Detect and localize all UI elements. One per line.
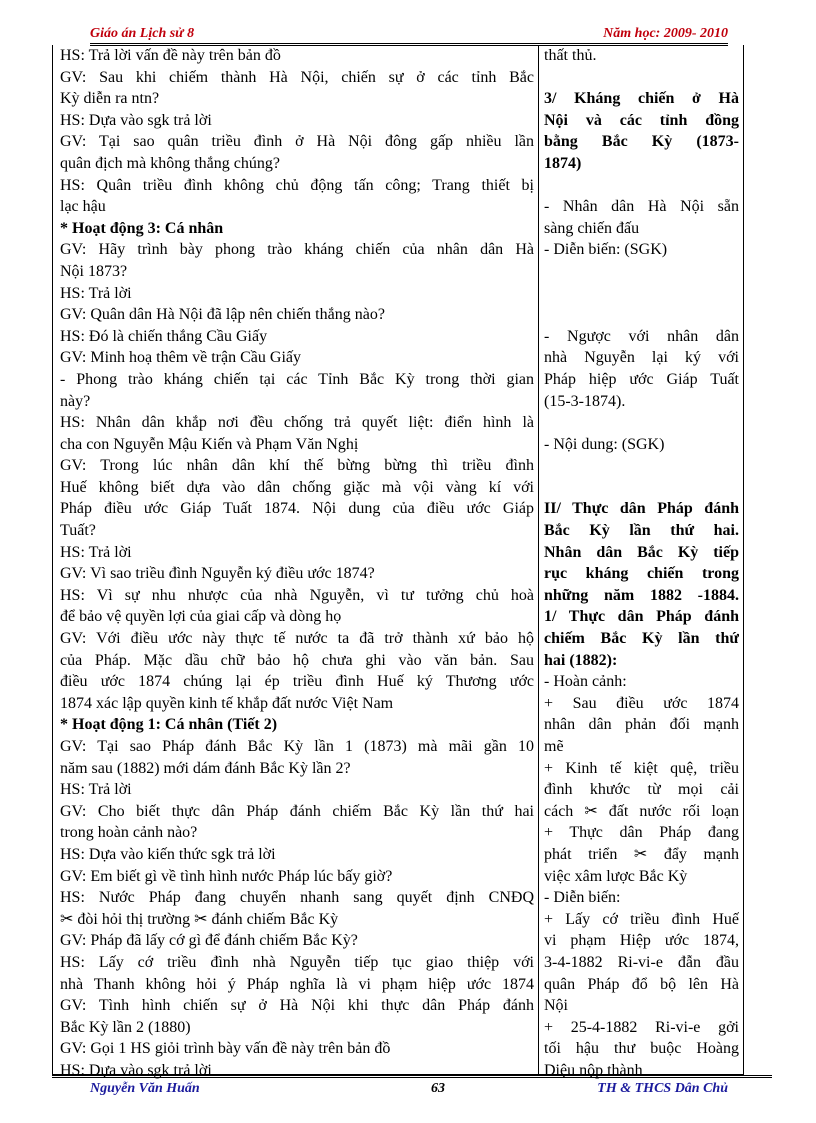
- activity-line: cha con Nguyễn Mậu Kiến và Phạm Văn Nghị: [60, 435, 359, 453]
- content-line: nhân dân phản đối mạnh: [544, 716, 739, 734]
- header-right: Năm học: 2009- 2010: [603, 26, 728, 41]
- activity-line: GV: Cho biết thực dân Pháp đánh chiếm Bắc Kỳ lần thứ hai: [60, 802, 534, 820]
- content-line: sàng chiến đấu: [544, 219, 640, 237]
- activity-line: HS: Nhân dân khắp nơi đều chống trả quyết liệt: điển hình là: [60, 414, 534, 432]
- activity-line: HS: Lấy cớ triều đình nhà Nguyễn tiếp tục giao thiệp với: [60, 953, 534, 971]
- content-line: Nội và các tỉnh đồng: [544, 111, 739, 129]
- activity-line: Huế không biết dựa vào dân chống giặc mà vội vàng kí với: [60, 478, 534, 496]
- content-line: thất thủ.: [544, 47, 597, 64]
- activity-line: HS: Trả lời: [60, 284, 132, 302]
- activity-line: Tuất?: [60, 522, 96, 540]
- content-line: phát triển ✂ đẩy mạnh: [544, 845, 739, 863]
- activity-line: HS: Dựa vào kiến thức sgk trả lời: [60, 845, 276, 863]
- footer-rule: [52, 1075, 772, 1078]
- activity-line: Nội 1873?: [60, 262, 128, 280]
- activity-line: Pháp điều ước Giáp Tuất 1874. Nội dung của điều ước Giáp: [60, 500, 534, 518]
- content-line: 1874): [544, 154, 582, 172]
- content-line: 3/ Kháng chiến ở Hà: [544, 90, 739, 108]
- content-line: + Thực dân Pháp đang: [544, 824, 739, 842]
- activity-line: Kỳ diễn ra ntn?: [60, 90, 160, 108]
- activity-line: HS: Trả lời: [60, 543, 132, 561]
- activity-line: GV: Sau khi chiếm thành Hà Nội, chiến sự ở các tỉnh Bắc: [60, 68, 534, 86]
- content-line: đình khước từ mọi cải: [544, 781, 739, 799]
- activity-line: năm sau (1882) mới dám đánh Bắc Kỳ lần 2?: [60, 759, 351, 777]
- footer-school: TH & THCS Dân Chủ: [597, 1081, 728, 1096]
- content-line: chiếm Bắc Kỳ lần thứ: [544, 630, 739, 648]
- activity-line: GV: Tại sao quân triều đình ở Hà Nội đông gấp nhiều lần: [60, 133, 534, 151]
- content-line: - Nhân dân Hà Nội sẵn: [544, 198, 739, 216]
- header-left: Giáo án Lịch sử 8: [90, 26, 195, 41]
- activity-line: - Phong trào kháng chiến tại các Tỉnh Bắc Kỳ trong thời gian: [60, 370, 534, 388]
- content-line: bằng Bắc Kỳ (1873-: [544, 133, 739, 151]
- content-line: việc xâm lược Bắc Kỳ: [544, 867, 688, 885]
- content-line: 3-4-1882 Ri-vi-e đẫn đầu: [544, 953, 739, 971]
- lesson-table: [52, 45, 744, 1079]
- content-line: cách ✂ đất nước rối loạn: [544, 802, 739, 820]
- activity-line: * Hoạt động 3: Cá nhân: [60, 219, 224, 237]
- page-header: [90, 26, 728, 46]
- content-line: - Nội dung: (SGK): [544, 435, 665, 453]
- content-line: Diệu nộp thành: [544, 1061, 643, 1079]
- page-number: 63: [431, 1081, 445, 1096]
- content-line: [544, 175, 739, 197]
- activity-line: * Hoạt động 1: Cá nhân (Tiết 2): [60, 716, 278, 734]
- content-line: nhà Nguyễn lại ký với: [544, 349, 739, 367]
- content-line: 1/ Thực dân Pháp đánh: [544, 608, 739, 626]
- activity-line: GV: Gọi 1 HS giỏi trình bày vấn đề này trên bản đồ: [60, 1040, 391, 1058]
- activity-line: Bắc Kỳ lần 2 (1880): [60, 1018, 191, 1036]
- activity-line: điều ước 1874 chúng lại ép triều đình Huế ký Thương ước: [60, 673, 534, 691]
- teacher-student-activities-column: [60, 45, 534, 1082]
- content-line: + 25-4-1882 Ri-vi-e gởi: [544, 1018, 739, 1036]
- content-line: [544, 283, 739, 305]
- content-line: - Diễn biến: (SGK): [544, 241, 668, 259]
- content-line: - Hoàn cảnh:: [544, 673, 627, 691]
- content-line: rục kháng chiến trong: [544, 565, 739, 583]
- activity-line: GV: Tại sao Pháp đánh Bắc Kỳ lần 1 (1873) mà mãi gần 10: [60, 738, 534, 755]
- content-line: [544, 304, 739, 326]
- activity-line: HS: Trả lời: [60, 781, 132, 799]
- activity-line: lạc hậu: [60, 198, 106, 216]
- activity-line: này?: [60, 392, 91, 410]
- activity-line: GV: Vì sao triều đình Nguyễn ký điều ước 1874?: [60, 565, 375, 583]
- content-line: quân Pháp đổ bộ lên Hà: [544, 975, 739, 993]
- content-line: vi phạm Hiệp ước 1874,: [544, 932, 739, 950]
- activity-line: GV: Với điều ước này thực tế nước ta đã trở thành xứ bảo hộ: [60, 630, 534, 648]
- content-line: Nội: [544, 997, 568, 1015]
- activity-line: GV: Trong lúc nhân dân khí thế bừng bừng thì triều đình: [60, 457, 534, 475]
- activity-line: HS: Dựa vào sgk trả lời: [60, 1061, 212, 1079]
- content-line: [544, 261, 739, 283]
- content-line: Pháp hiệp ước Giáp Tuất: [544, 370, 739, 388]
- content-line: + Sau điều ước 1874: [544, 694, 739, 712]
- activity-line: HS: Trả lời vấn đề này trên bản đồ: [60, 47, 281, 64]
- content-line: Nhân dân Bắc Kỳ tiếp: [544, 543, 739, 561]
- content-line: - Ngược với nhân dân: [544, 327, 739, 345]
- activity-line: HS: Dựa vào sgk trả lời: [60, 111, 212, 129]
- activity-line: HS: Nước Pháp đang chuyển nhanh sang quyết định CNĐQ: [60, 889, 534, 907]
- content-line: hai (1882):: [544, 651, 618, 669]
- activity-line: để bảo vệ quyền lợi của giai cấp và dòng họ: [60, 608, 342, 626]
- activity-line: 1874 xác lập quyền kinh tế khắp đất nước Việt Nam: [60, 694, 394, 712]
- content-line: + Kinh tế kiệt quệ, triều: [544, 759, 739, 777]
- activity-line: HS: Quân triều đình không chủ động tấn công; Trang thiết bị: [60, 176, 534, 194]
- content-line: những năm 1882 -1884.: [544, 586, 739, 604]
- page-footer: [90, 1081, 728, 1101]
- activity-line: của Pháp. Mặc dầu chữ bảo hộ chưa ghi vào văn bản. Sau: [60, 651, 534, 669]
- activity-line: ✂ đòi hỏi thị trường ✂ đánh chiếm Bắc Kỳ: [60, 910, 339, 928]
- activity-line: GV: Minh hoạ thêm về trận Cầu Giấy: [60, 349, 301, 367]
- activity-line: trong hoàn cảnh nào?: [60, 824, 198, 842]
- content-line: + Lấy cớ triều đình Huế: [544, 910, 739, 928]
- activity-line: quân địch mà không thắng chúng?: [60, 154, 280, 172]
- activity-line: GV: Tình hình chiến sự ở Hà Nội khi thực dân Pháp đánh: [60, 997, 534, 1015]
- content-line: [544, 412, 739, 434]
- content-line: [544, 477, 739, 499]
- content-line: mẽ: [544, 738, 564, 755]
- content-line: - Diễn biến:: [544, 889, 621, 907]
- content-line: [544, 455, 739, 477]
- activity-line: GV: Em biết gì về tình hình nước Pháp lúc bấy giờ?: [60, 867, 393, 885]
- activity-line: GV: Quân dân Hà Nội đã lập nên chiến thắng nào?: [60, 306, 385, 324]
- activity-line: GV: Pháp đã lấy cớ gì để đánh chiếm Bắc Kỳ?: [60, 932, 358, 950]
- content-line: II/ Thực dân Pháp đánh: [544, 500, 739, 518]
- content-line: tối hậu thư buộc Hoàng: [544, 1040, 739, 1058]
- content-line: (15-3-1874).: [544, 392, 626, 410]
- lesson-content-column: [544, 45, 739, 1082]
- activity-line: GV: Hãy trình bày phong trào kháng chiến của nhân dân Hà: [60, 241, 534, 259]
- content-line: Bắc Kỳ lần thứ hai.: [544, 522, 739, 540]
- activity-line: HS: Vì sự nhu nhược của nhà Nguyễn, vì tư tưởng chủ hoà: [60, 586, 534, 604]
- activity-line: HS: Đó là chiến thắng Cầu Giấy: [60, 327, 268, 345]
- footer-author: Nguyễn Văn Huấn: [90, 1081, 200, 1096]
- column-divider: [538, 45, 539, 1074]
- activity-line: nhà Thanh không hỏi ý Pháp nghĩa là vi phạm hiệp ước 1874: [60, 975, 534, 993]
- content-line: [544, 67, 739, 89]
